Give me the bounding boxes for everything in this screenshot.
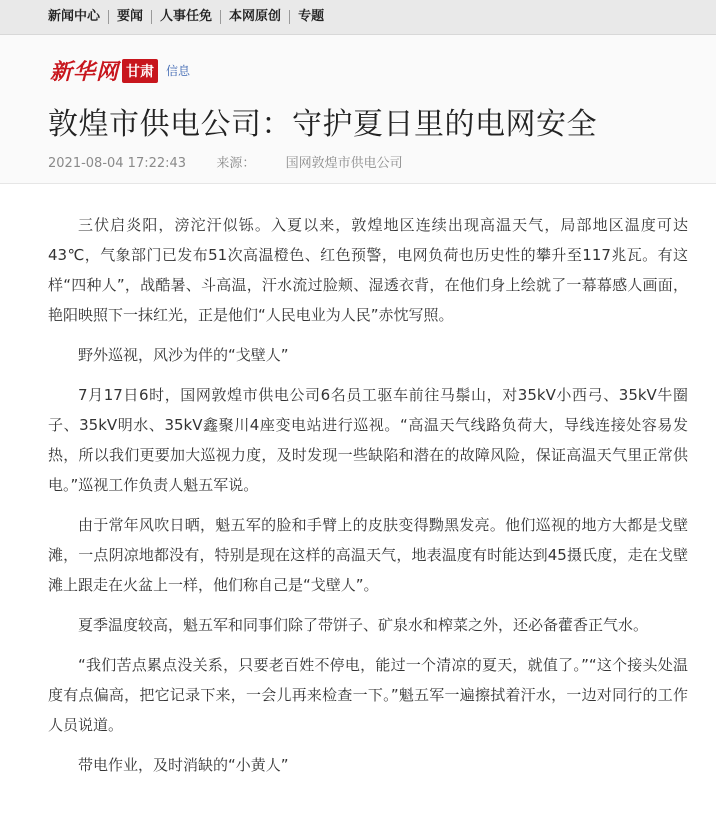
article-paragraph: 由于常年风吹日晒，魁五军的脸和手臂上的皮肤变得黝黑发亮。他们巡视的地方大都是戈壁滩，一点阴凉地都没有，特别是现在这样的高温天气，地表温度有时能达到45摄氏度，走在戈壁滩上跟走在火盆上一样，他们称自己是“戈壁人”。 [48, 516, 688, 594]
nav-item-personnel[interactable]: 人事任免 [152, 10, 221, 24]
source-name: 国网敦煌市供电公司 [285, 156, 403, 171]
article-body [48, 210, 688, 790]
logo-channel-label: 信息 [166, 64, 191, 78]
article-paragraph: 三伏启炎阳，滂沱汗似铄。入夏以来，敦煌地区连续出现高温天气，局部地区温度可达43℃，气象部门已发布51次高温橙色、红色预警，电网负荷也历史性的攀升至117兆瓦。有这样“四种人”，战酷暑、斗高温，汗水流过脸颊、湿透衣背，在他们身上绘就了一幕幕感人画面，艳阳映照下一抹红光，正是他们“人民电业为人民”赤忱写照。 [48, 216, 688, 324]
article-subheading: 野外巡视，风沙为伴的“戈壁人” [78, 346, 289, 364]
nav-item-headlines[interactable]: 要闻 [109, 10, 152, 24]
article-paragraph: 夏季温度较高，魁五军和同事们除了带饼子、矿泉水和榨菜之外，还必备藿香正气水。 [78, 616, 649, 634]
page-title: 敦煌市供电公司：守护夏日里的电网安全 [48, 107, 597, 142]
logo-xinhuanet: 新华网 [50, 60, 120, 85]
top-nav-list [0, 0, 716, 34]
article-paragraph: 7月17日6时，国网敦煌市供电公司6名员工驱车前往马鬃山，对35kV小西弓、35kV牛圈子、35kV明水、35kV鑫聚川4座变电站进行巡视。“高温天气线路负荷大，导线连接处容易发热，所以我们更要加大巡视力度，及时发现一些缺陷和潜在的故障风险，保证高温天气里正常供电。”巡视工作负责人魁五军说。 [48, 386, 688, 494]
logo-region-badge: 甘肃 [122, 59, 158, 83]
nav-item-special-topics[interactable]: 专题 [298, 9, 325, 24]
site-logo[interactable] [50, 55, 190, 86]
article-paragraph: “我们苦点累点没关系，只要老百姓不停电，能过一个清凉的夏天，就值了。”“这个接头处温度有点偏高，把它记录下来，一会儿再来检查一下。”魁五军一遍擦拭着汗水，一边对同行的工作人员说道。 [48, 656, 688, 734]
top-navigation-bar [0, 0, 716, 35]
article-subheading: 带电作业，及时消缺的“小黄人” [78, 756, 289, 774]
publish-datetime: 2021-08-04 17:22:43 [48, 156, 187, 171]
article-header [0, 35, 716, 184]
source-label: 来源： [216, 156, 256, 171]
nav-item-original[interactable]: 本网原创 [221, 10, 290, 24]
article-meta [48, 152, 403, 171]
nav-item-news-center[interactable]: 新闻中心 [38, 10, 109, 24]
